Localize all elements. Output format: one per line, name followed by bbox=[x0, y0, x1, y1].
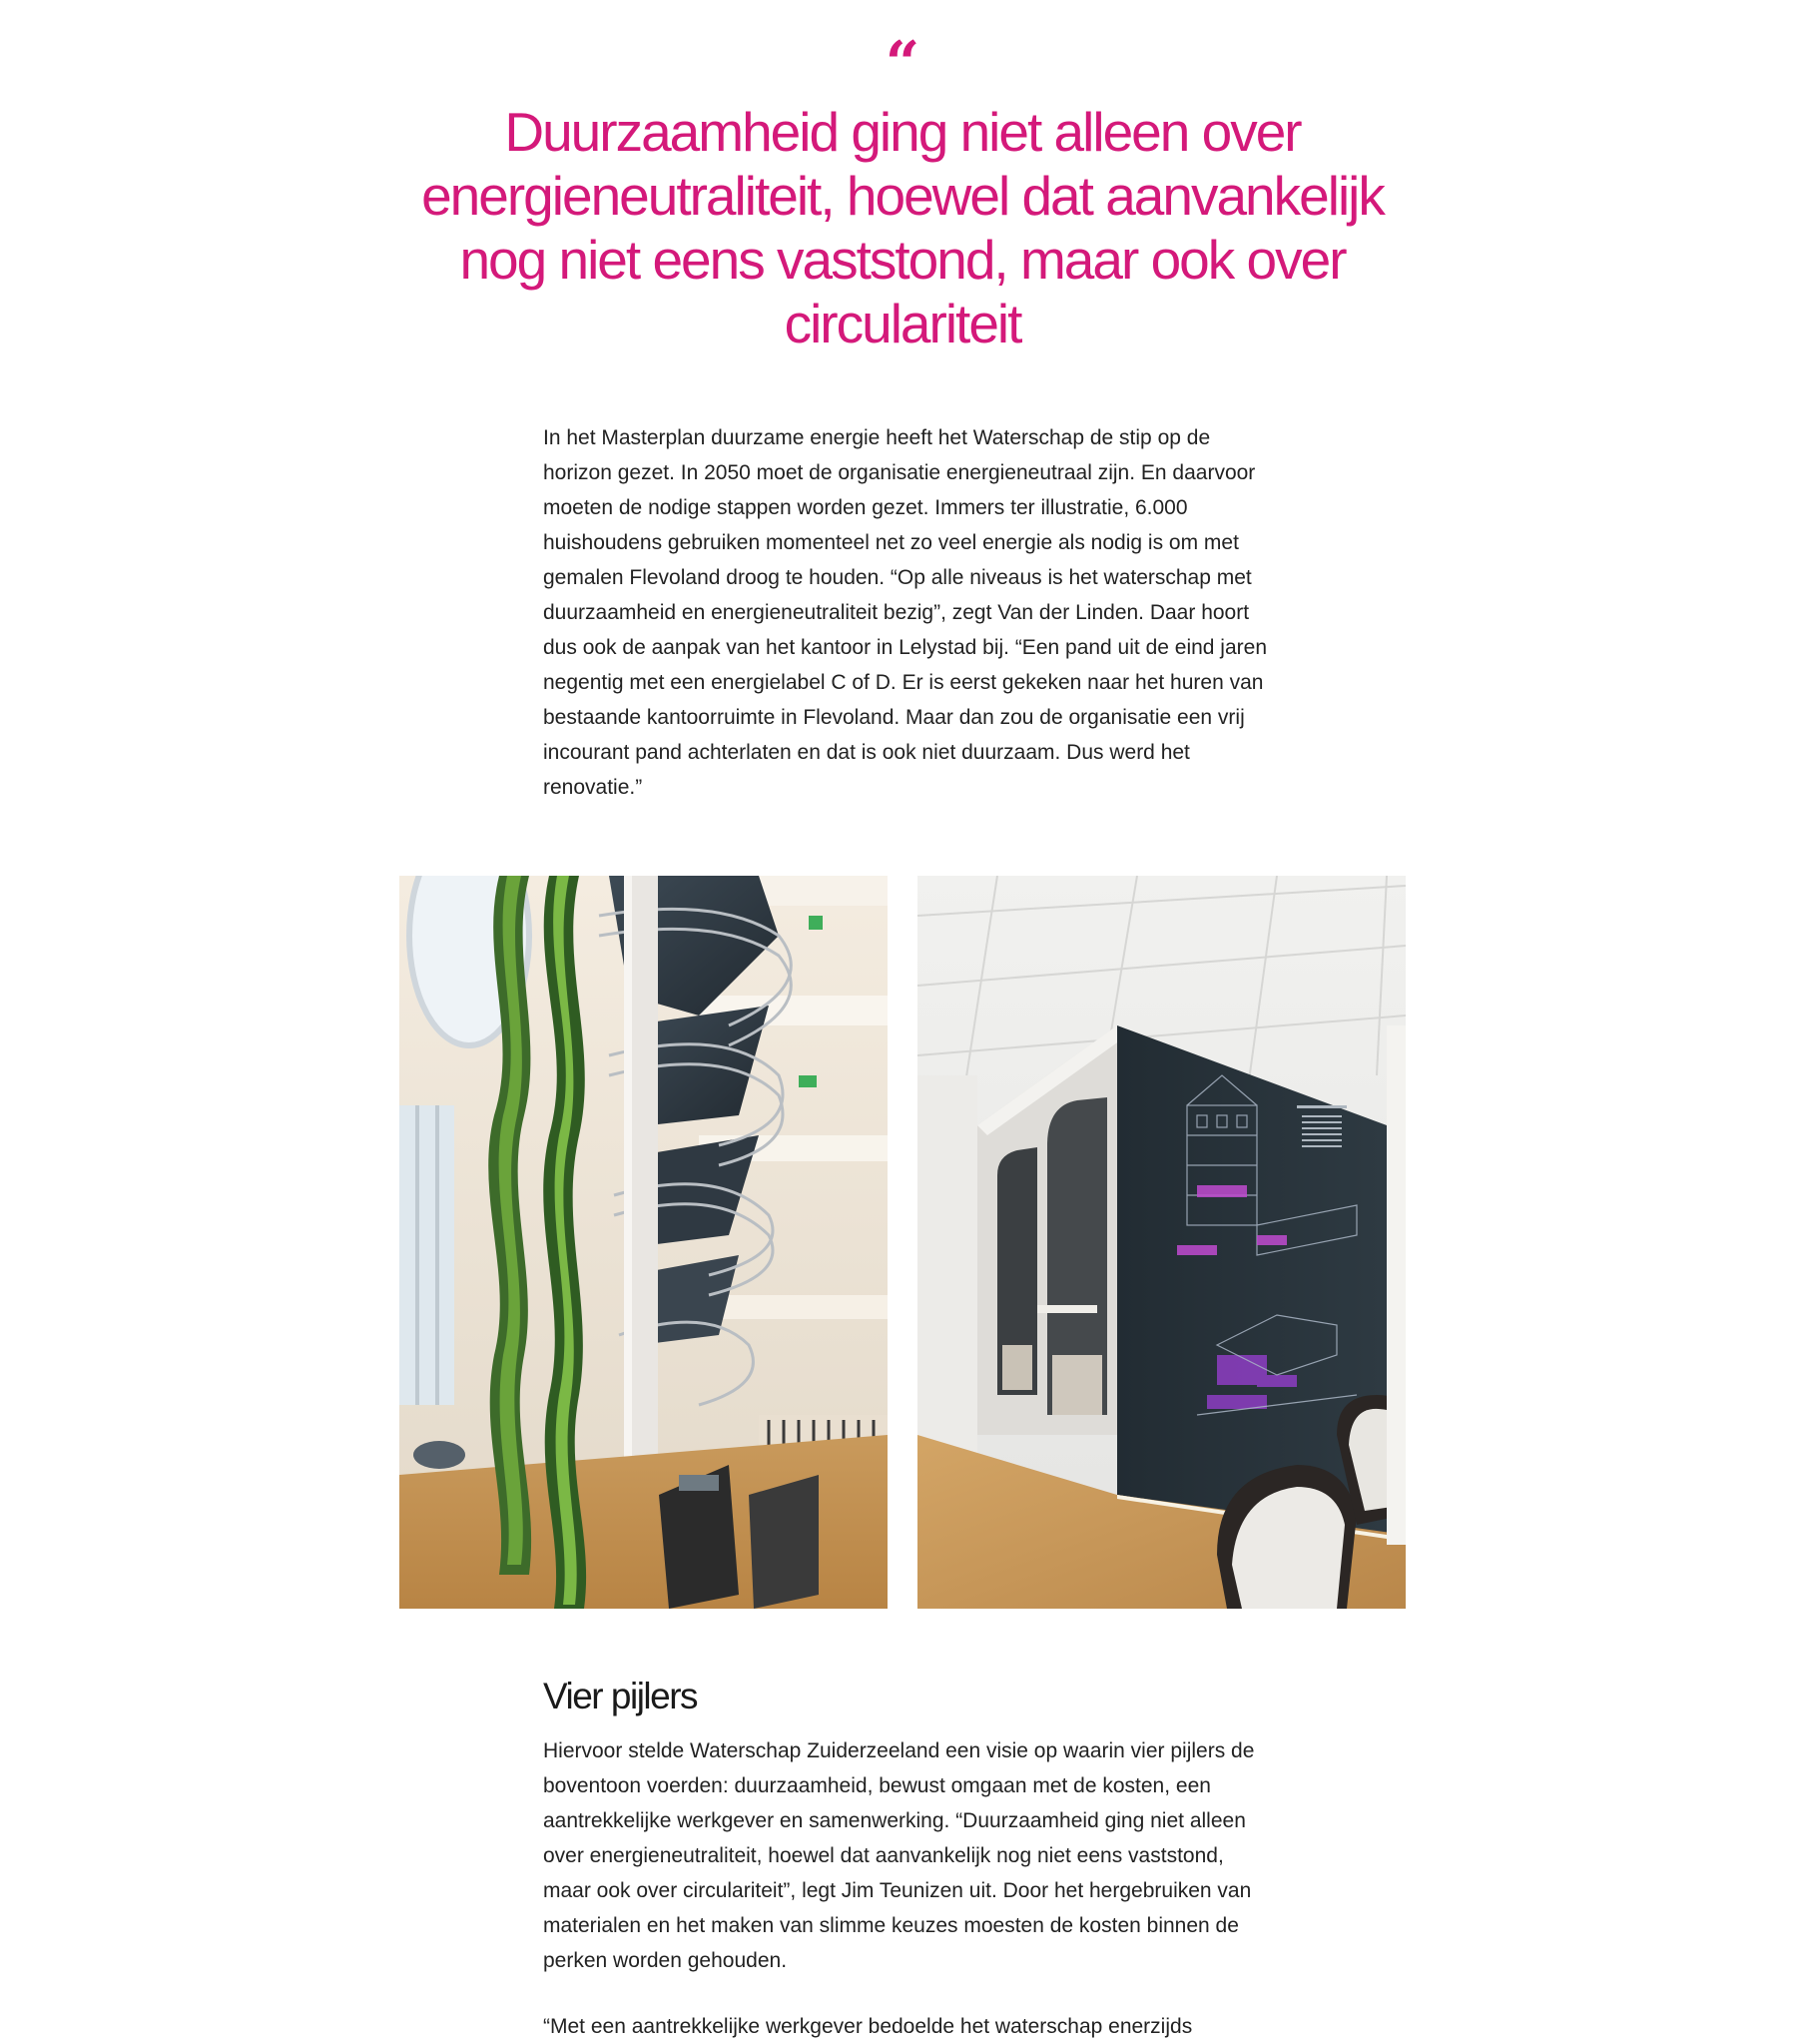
atrium-staircase-photo[interactable] bbox=[399, 876, 888, 1609]
article-paragraph-2: Hiervoor stelde Waterschap Zuiderzeeland een visie op waarin vier pijlers de boventoon voerden: duurzaamheid, bewust omgaan met de kosten, een aantrekkelijke werkgever en samenwerking. “Duurzaamheid ging niet alleen over energieneutraliteit, hoewel dat aanvankelijk nog niet eens vaststond, maar ook over circulariteit”, legt Jim Teunizen uit. Door het hergebruiken van materialen en het maken van slimme keuzes moesten de kosten binnen de perken worden gehouden. bbox=[543, 1739, 1255, 1972]
meeting-booth-photo[interactable] bbox=[917, 876, 1406, 1609]
meeting-booth-image bbox=[917, 876, 1406, 1609]
section-heading: Vier pijlers bbox=[543, 1676, 698, 1716]
article-paragraph-1: In het Masterplan duurzame energie heeft het Waterschap de stip op de horizon gezet. In 2050 moet de organisatie energieneutraal zijn. En daarvoor moeten de nodige stappen worden gezet. Immers ter illustratie, 6.000 huishoudens gebruiken momenteel net zo veel energie als nodig is om met gemalen Flevoland droog te houden. “Op alle niveaus is het waterschap met duurzaamheid en energieneutraliteit bezig”, zegt Van der Linden. Daar hoort dus ook de aanpak van het kantoor in Lelystad bij. “Een pand uit de eind jaren negentig met een energielabel C of D. Er is eerst gekeken naar het huren van bestaande kantoorruimte in Flevoland. Maar dan zou de organisatie een vrij incourant pand achterlaten en dat is ook niet duurzaam. Dus werd het renovatie.” bbox=[543, 426, 1268, 799]
atrium-staircase-image bbox=[399, 876, 888, 1609]
quote-mark-icon: “ bbox=[885, 29, 920, 99]
pull-quote: Duurzaamheid ging niet alleen over energieneutraliteit, hoewel dat aanvankelijk nog niet eens vaststond, maar ook over circulariteit bbox=[421, 101, 1384, 354]
image-gallery bbox=[399, 876, 1406, 1609]
article-paragraph-3: “Met een aantrekkelijke werkgever bedoelde het waterschap enerzijds bbox=[543, 2015, 1193, 2038]
